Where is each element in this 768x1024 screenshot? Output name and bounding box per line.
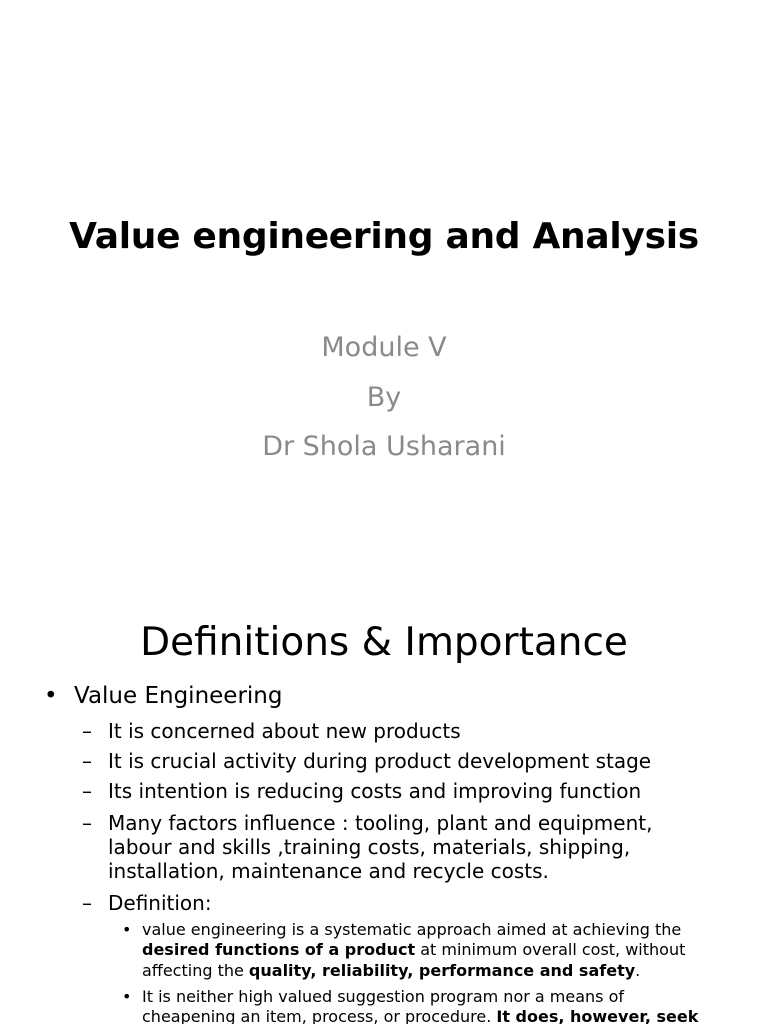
definition-emphasis: quality, reliability, performance and safety (248, 961, 636, 980)
definition-text: at minimum overall cost, without (415, 940, 686, 959)
dash-text: Many factors influence : tooling, plant and equipment, (108, 811, 653, 835)
content-slide (0, 576, 768, 1024)
bullet-icon: • (44, 683, 58, 709)
subtitle-author: Dr Shola Usharani (262, 431, 506, 462)
dash-icon: – (82, 891, 92, 915)
slide-title: Value engineering and Analysis (69, 216, 699, 257)
subtitle-by: By (366, 382, 402, 413)
definition-line: It is neither high valued suggestion program nor a means of (142, 987, 624, 1006)
sub-bullet-icon: • (122, 987, 132, 1006)
dash-text: Definition: (108, 891, 212, 915)
dash-icon: – (82, 719, 92, 743)
definition-line (142, 1007, 698, 1024)
dash-text: labour and skills ,training costs, materials, shipping, (108, 835, 631, 859)
definition-line (142, 961, 640, 981)
definition-emphasis: desired functions of a product (142, 940, 416, 959)
bullet-text: Value Engineering (74, 683, 283, 709)
dash-text: It is crucial activity during product development stage (108, 749, 652, 773)
definition-text: affecting the (142, 961, 249, 980)
dash-text: It is concerned about new products (108, 719, 461, 743)
dash-text: installation, maintenance and recycle costs. (108, 859, 549, 883)
definition-text: . (635, 961, 641, 980)
dash-icon: – (82, 779, 92, 803)
definition-text: cheapening an item, process, or procedure. (142, 1007, 497, 1024)
dash-text: Its intention is reducing costs and improving function (108, 779, 642, 803)
subtitle-module: Module V (321, 332, 447, 363)
dash-icon: – (82, 811, 92, 835)
definition-emphasis: It does, however, seek (496, 1007, 699, 1024)
sub-bullet-icon: • (122, 920, 132, 939)
definition-line (142, 940, 685, 960)
definition-line: value engineering is a systematic approach aimed at achieving the (142, 920, 682, 939)
dash-icon: – (82, 749, 92, 773)
slide-title: Definitions & Importance (140, 620, 628, 665)
